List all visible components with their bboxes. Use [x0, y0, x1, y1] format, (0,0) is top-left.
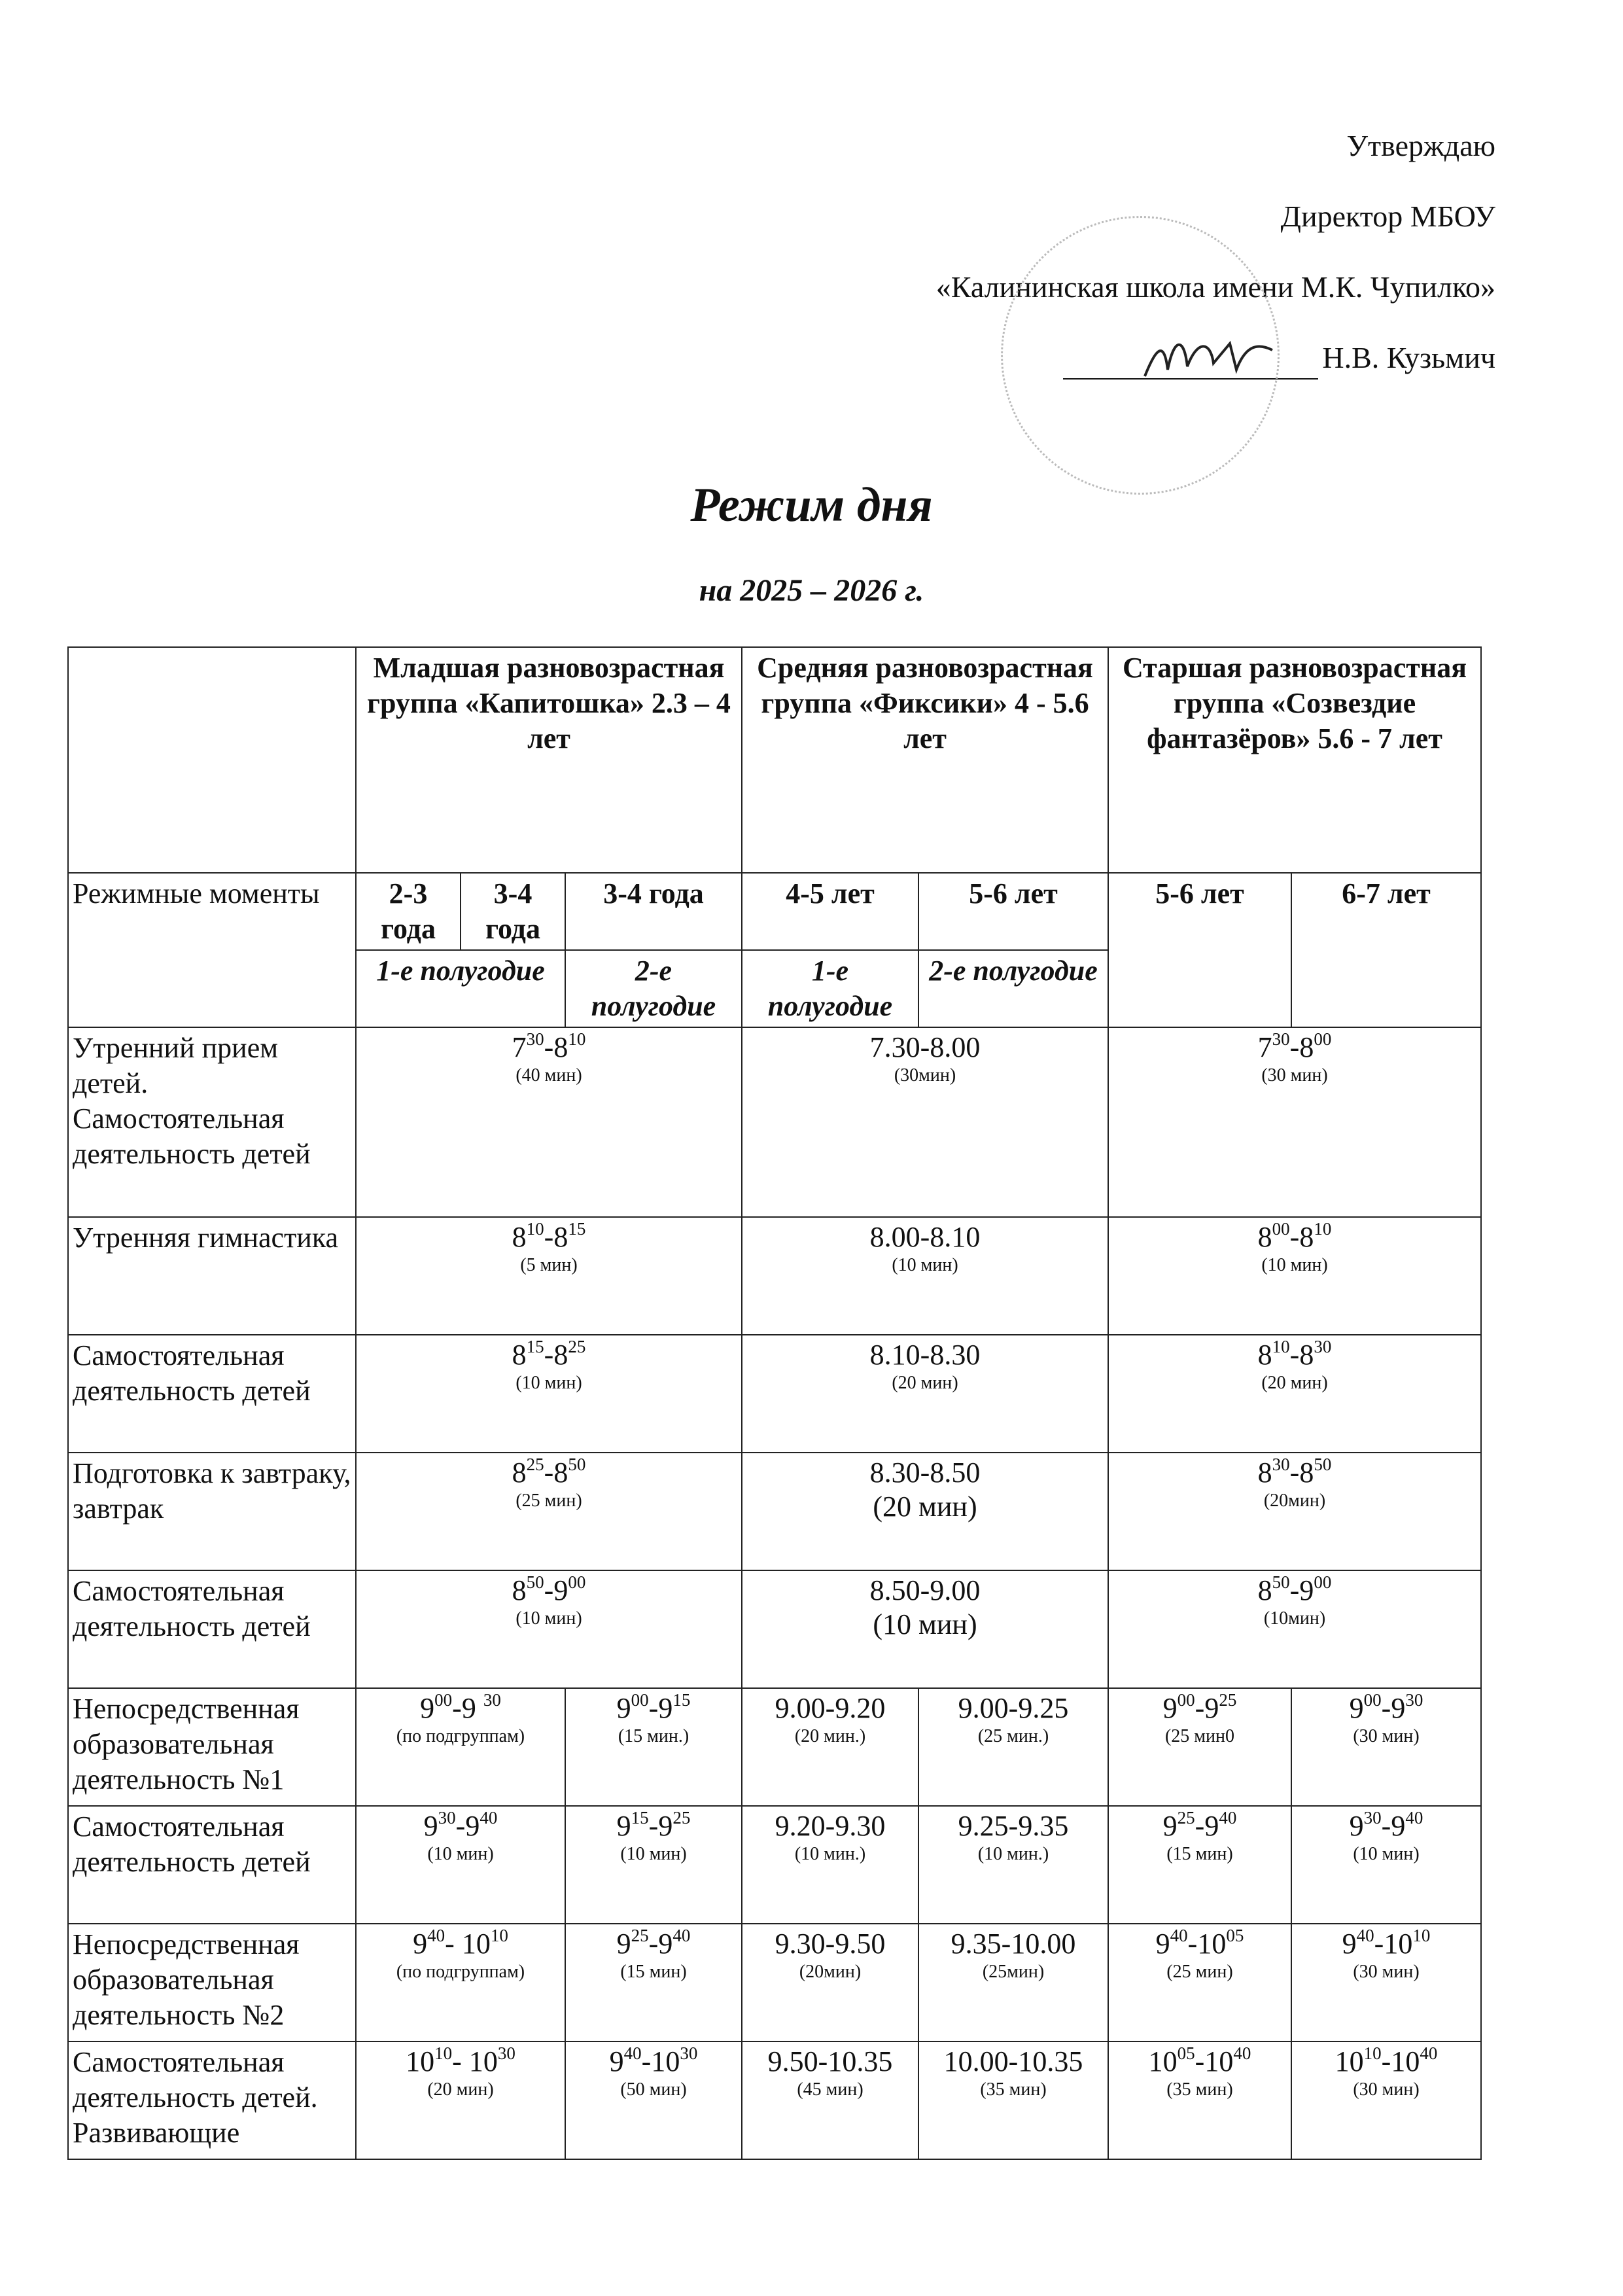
- time-minutes: 15: [672, 1690, 691, 1710]
- age-header-cell: 5-6 лет: [918, 873, 1108, 950]
- time-cell: [742, 2041, 918, 2159]
- time-hours: 9: [1349, 1692, 1364, 1724]
- time-cell: [1108, 1806, 1291, 1924]
- time-cell: [565, 1924, 742, 2041]
- time-hours: 9: [1162, 1692, 1178, 1724]
- time-range: 9.30-9.50: [775, 1928, 886, 1960]
- regime-moment-label: Самостоятельная деятельность детей: [68, 1570, 356, 1688]
- time-hours: 8: [512, 1574, 527, 1606]
- time-minutes: 00: [1363, 1690, 1382, 1710]
- duration-label: (5 мин): [520, 1255, 578, 1275]
- duration-label: (25мин): [982, 1962, 1045, 1982]
- time-hours: 9: [1155, 1928, 1170, 1960]
- time-hours: 9: [609, 2045, 624, 2077]
- schedule-row: [68, 1453, 1481, 1570]
- time-hours: 9: [1349, 1810, 1364, 1842]
- duration-label: (40 мин): [515, 1065, 582, 1086]
- time-cell: [742, 1335, 1108, 1453]
- time-minutes: 00: [1272, 1219, 1290, 1239]
- time-range: 9.00-9.20: [775, 1692, 886, 1724]
- time-hours: 10: [1384, 1928, 1413, 1960]
- time-hours: 8: [1257, 1339, 1272, 1371]
- schedule-row: [68, 1335, 1481, 1453]
- duration-label: (25 мин0: [1164, 1726, 1234, 1746]
- time-cell: [742, 1027, 1108, 1217]
- time-hours: 8: [512, 1221, 527, 1253]
- time-range: $9^{00}-9^{25}$: [1162, 1690, 1237, 1724]
- duration-label: (35 мин): [980, 2079, 1047, 2100]
- duration-label: (50 мин): [620, 2079, 687, 2100]
- time-range: $9^{40}-10^{05}$: [1155, 1926, 1244, 1960]
- time-hours: 8: [1257, 1221, 1272, 1253]
- age-header-cell: 3-4 года: [461, 873, 565, 950]
- regime-moment-label: Самостоятельная деятельность детей: [68, 1806, 356, 1924]
- time-hours: 8: [553, 1339, 568, 1371]
- schedule-row: [68, 1027, 1481, 1217]
- regime-moment-label: Утренний прием детей. Самостоятельная деятельность детей: [68, 1027, 356, 1217]
- time-range: $9^{40}-10^{10}$: [1342, 1926, 1431, 1960]
- duration-label: (10 мин): [515, 1608, 582, 1629]
- time-range: 8.30-8.50: [869, 1457, 981, 1489]
- time-cell: [742, 1924, 918, 2041]
- regime-moment-label: Непосредственная образовательная деятельность №1: [68, 1688, 356, 1806]
- time-hours: 7: [512, 1031, 527, 1063]
- time-hours: 10: [1391, 2045, 1420, 2077]
- time-minutes: 40: [427, 1926, 445, 1945]
- time-minutes: 40: [1233, 2043, 1251, 2063]
- duration-label: (20 мин): [892, 1373, 958, 1393]
- time-minutes: 10: [1363, 2043, 1382, 2063]
- duration-label: (30мин): [894, 1065, 956, 1086]
- time-cell: [356, 1453, 742, 1570]
- schedule-row: [68, 1924, 1481, 2041]
- time-minutes: 40: [623, 2043, 642, 2063]
- time-range: $8^{25}-8^{50}$: [512, 1455, 586, 1489]
- time-hours: 10: [1197, 1928, 1227, 1960]
- half-year-cell: 2-е полугодие: [565, 950, 742, 1027]
- duration-label: (20мин): [799, 1962, 862, 1982]
- time-minutes: 30: [1314, 1337, 1332, 1356]
- duration-label: (20 мин): [1261, 1373, 1328, 1393]
- time-range: 9.25-9.35: [958, 1810, 1069, 1842]
- duration-label: (25 мин): [515, 1491, 582, 1511]
- time-cell: [1108, 1570, 1481, 1688]
- time-hours: 8: [1257, 1574, 1272, 1606]
- time-range: $8^{50}-9^{00}$: [512, 1572, 586, 1606]
- time-cell: [565, 1806, 742, 1924]
- time-minutes: 50: [1314, 1455, 1332, 1474]
- time-range: 9.20-9.30: [775, 1810, 886, 1842]
- time-minutes: 40: [1219, 1808, 1237, 1828]
- time-cell: [356, 1027, 742, 1217]
- time-cell: [1291, 1924, 1481, 2041]
- time-cell: [742, 1570, 1108, 1688]
- time-range: 8.00-8.10: [869, 1221, 981, 1253]
- time-cell: [1291, 1806, 1481, 1924]
- time-cell: [356, 1335, 742, 1453]
- duration-label: (30 мин): [1261, 1065, 1328, 1086]
- time-minutes: 30: [1272, 1455, 1290, 1474]
- time-range: $9^{00}-9$ $^{30}$: [420, 1690, 501, 1724]
- time-cell: [356, 1570, 742, 1688]
- time-hours: 9: [1391, 1810, 1406, 1842]
- time-minutes: 50: [526, 1572, 544, 1592]
- time-minutes: 30: [497, 2043, 515, 2063]
- time-hours: 9: [553, 1574, 568, 1606]
- time-hours: 8: [1257, 1457, 1272, 1489]
- time-minutes: 15: [631, 1808, 649, 1828]
- age-header-cell: 5-6 лет: [1108, 873, 1291, 1027]
- time-cell: [918, 1924, 1108, 2041]
- duration-label: (10 мин): [1353, 1844, 1420, 1864]
- duration-label: (10 мин): [620, 1844, 687, 1864]
- duration-label: (15 мин): [620, 1962, 687, 1982]
- time-minutes: 30: [438, 1808, 456, 1828]
- time-hours: 9: [658, 1810, 673, 1842]
- time-minutes: 40: [1420, 2043, 1438, 2063]
- duration-label: (20 мин): [873, 1491, 977, 1523]
- time-hours: 10: [651, 2045, 680, 2077]
- duration-label: (15 мин): [1166, 1844, 1233, 1864]
- time-minutes: 10: [568, 1029, 586, 1049]
- time-range: $8^{15}-8^{25}$: [512, 1337, 586, 1371]
- time-cell: [1108, 1217, 1481, 1335]
- time-range: $9^{15}-9^{25}$: [616, 1808, 691, 1842]
- time-minutes: 00: [434, 1690, 453, 1710]
- time-cell: [742, 1806, 918, 1924]
- time-hours: 9: [413, 1928, 428, 1960]
- time-minutes: 00: [1177, 1690, 1195, 1710]
- time-hours: 10: [1204, 2045, 1234, 2077]
- time-hours: 8: [1299, 1457, 1314, 1489]
- time-range: $9^{40}-$ $10^{10}$: [413, 1926, 508, 1960]
- schedule-row: [68, 1570, 1481, 1688]
- time-minutes: 30: [1272, 1029, 1290, 1049]
- header-empty-cell: [68, 647, 356, 873]
- schedule-row: [68, 2041, 1481, 2159]
- time-hours: 9: [461, 1692, 483, 1724]
- duration-label: (10 мин): [873, 1608, 977, 1640]
- duration-label: (45 мин): [797, 2079, 864, 2100]
- time-range: 7.30-8.00: [869, 1031, 981, 1063]
- time-range: $7^{30}-8^{10}$: [512, 1029, 586, 1063]
- time-minutes: 25: [526, 1455, 544, 1474]
- regime-moment-label: Непосредственная образовательная деятельность №2: [68, 1924, 356, 2041]
- page-title: Режим дня: [690, 478, 933, 532]
- duration-label: (10 мин): [892, 1255, 958, 1275]
- group-header-junior: Младшая разновозрастная группа «Капитошка» 2.3 – 4 лет: [356, 647, 742, 873]
- time-minutes: 00: [1314, 1572, 1332, 1592]
- time-hours: 8: [512, 1457, 527, 1489]
- duration-label: (20 мин.): [794, 1726, 866, 1746]
- time-cell: [356, 2041, 565, 2159]
- time-minutes: 05: [1177, 2043, 1195, 2063]
- time-range: $8^{10}-8^{15}$: [512, 1219, 586, 1253]
- age-header-cell: 4-5 лет: [742, 873, 918, 950]
- time-range: $9^{25}-9^{40}$: [616, 1926, 691, 1960]
- duration-label: (10 мин): [427, 1844, 494, 1864]
- duration-label: (10 мин): [515, 1373, 582, 1393]
- time-range: 9.35-10.00: [951, 1928, 1076, 1960]
- duration-label: (20 мин): [427, 2079, 494, 2100]
- time-minutes: 10: [526, 1219, 544, 1239]
- time-cell: [356, 1924, 565, 2041]
- duration-label: (по подгруппам): [396, 1726, 525, 1746]
- time-minutes: 15: [568, 1219, 586, 1239]
- duration-label: (по подгруппам): [396, 1962, 525, 1982]
- time-hours: 9: [1391, 1692, 1406, 1724]
- duration-label: (25 мин): [1166, 1962, 1233, 1982]
- time-cell: [918, 1688, 1108, 1806]
- time-hours: 9: [658, 1928, 673, 1960]
- time-range: 10.00-10.35: [943, 2045, 1083, 2077]
- time-hours: 8: [553, 1031, 568, 1063]
- time-minutes: 25: [1219, 1690, 1237, 1710]
- time-cell: [565, 2041, 742, 2159]
- group-header-senior: Старшая разновозрастная группа «Созвездие фантазёров» 5.6 - 7 лет: [1108, 647, 1481, 873]
- duration-label: (20мин): [1263, 1491, 1326, 1511]
- time-minutes: 00: [631, 1690, 649, 1710]
- regime-moment-label: Самостоятельная деятельность детей. Развивающие: [68, 2041, 356, 2159]
- time-cell: [1108, 1027, 1481, 1217]
- schedule-row: [68, 1806, 1481, 1924]
- time-hours: 7: [1257, 1031, 1272, 1063]
- time-cell: [1108, 1924, 1291, 2041]
- time-hours: 8: [1299, 1339, 1314, 1371]
- age-header-cell: 6-7 лет: [1291, 873, 1481, 1027]
- time-minutes: 30: [680, 2043, 698, 2063]
- time-cell: [356, 1217, 742, 1335]
- time-cell: [1108, 1335, 1481, 1453]
- time-hours: 8: [1299, 1031, 1314, 1063]
- time-hours: 9: [1299, 1574, 1314, 1606]
- duration-label: (30 мин): [1353, 1726, 1420, 1746]
- time-range: $7^{30}-8^{00}$: [1257, 1029, 1332, 1063]
- age-header-row: [68, 873, 1481, 950]
- time-minutes: 50: [568, 1455, 586, 1474]
- duration-label: (30 мин): [1353, 2079, 1420, 2100]
- time-cell: [356, 1806, 565, 1924]
- time-range: $8^{30}-8^{50}$: [1257, 1455, 1332, 1489]
- age-header-cell: 3-4 года: [565, 873, 742, 950]
- approval-organization: «Калининская школа имени М.К. Чупилко»: [935, 270, 1495, 304]
- time-hours: 9: [1204, 1692, 1219, 1724]
- time-hours: 9: [423, 1810, 438, 1842]
- time-cell: [742, 1217, 1108, 1335]
- time-hours: 9: [1204, 1810, 1219, 1842]
- time-range: 9.50-10.35: [767, 2045, 893, 2077]
- time-cell: [565, 1688, 742, 1806]
- time-minutes: 40: [1170, 1926, 1188, 1945]
- duration-label: (10 мин.): [794, 1844, 866, 1864]
- time-hours: 8: [553, 1457, 568, 1489]
- time-range: $8^{10}-8^{30}$: [1257, 1337, 1332, 1371]
- moments-label: Режимные моменты: [68, 873, 356, 1027]
- time-hours: 10: [1335, 2045, 1364, 2077]
- time-range: 8.50-9.00: [869, 1574, 981, 1606]
- schedule-row: [68, 1688, 1481, 1806]
- time-hours: 10: [1148, 2045, 1178, 2077]
- time-cell: [1291, 2041, 1481, 2159]
- time-hours: 10: [454, 1928, 491, 1960]
- time-cell: [918, 2041, 1108, 2159]
- time-cell: [1108, 1453, 1481, 1570]
- schedule-table: [67, 646, 1482, 2160]
- time-hours: 9: [616, 1928, 631, 1960]
- duration-label: (30 мин): [1353, 1962, 1420, 1982]
- time-minutes: 15: [526, 1337, 544, 1356]
- regime-moment-label: Самостоятельная деятельность детей: [68, 1335, 356, 1453]
- group-header-middle: Средняя разновозрастная группа «Фиксики» 4 - 5.6 лет: [742, 647, 1108, 873]
- time-hours: 9: [616, 1692, 631, 1724]
- time-minutes: 25: [1177, 1808, 1195, 1828]
- time-minutes: 30: [526, 1029, 544, 1049]
- time-minutes: 10: [1272, 1337, 1290, 1356]
- time-cell: [356, 1688, 565, 1806]
- time-minutes: 10: [1412, 1926, 1431, 1945]
- duration-label: (15 мин.): [618, 1726, 689, 1746]
- time-hours: 8: [1299, 1221, 1314, 1253]
- time-cell: [1108, 2041, 1291, 2159]
- regime-moment-label: Утренняя гимнастика: [68, 1217, 356, 1335]
- regime-moment-label: Подготовка к завтраку, завтрак: [68, 1453, 356, 1570]
- time-hours: 9: [1342, 1928, 1357, 1960]
- time-hours: 9: [420, 1692, 435, 1724]
- duration-label: (25 мин.): [977, 1726, 1049, 1746]
- time-minutes: 00: [568, 1572, 586, 1592]
- approval-signer: Н.В. Кузьмич: [1322, 341, 1495, 374]
- schedule-row: [68, 1217, 1481, 1335]
- time-minutes: 40: [672, 1926, 691, 1945]
- time-minutes: 00: [1314, 1029, 1332, 1049]
- time-range: $9^{00}-9^{30}$: [1349, 1690, 1423, 1724]
- time-minutes: 05: [1226, 1926, 1244, 1945]
- page-subtitle: на 2025 – 2026 г.: [699, 573, 924, 608]
- time-minutes: 40: [480, 1808, 498, 1828]
- time-hours: 10: [406, 2045, 435, 2077]
- time-cell: [1108, 1688, 1291, 1806]
- time-hours: 9: [465, 1810, 480, 1842]
- time-hours: 8: [512, 1339, 527, 1371]
- time-minutes: 30: [1405, 1690, 1423, 1710]
- time-hours: 9: [616, 1810, 631, 1842]
- time-hours: 9: [1162, 1810, 1178, 1842]
- duration-label: (35 мин): [1166, 2079, 1233, 2100]
- age-header-cell: 2-3 года: [356, 873, 461, 950]
- time-range: $10^{05}-10^{40}$: [1148, 2043, 1251, 2077]
- time-cell: [742, 1453, 1108, 1570]
- time-range: 9.00-9.25: [958, 1692, 1069, 1724]
- time-minutes: 25: [631, 1926, 649, 1945]
- time-range: $10^{10}-$ $10^{30}$: [406, 2043, 515, 2077]
- group-header-row: [68, 647, 1481, 873]
- handwritten-signature: [1138, 330, 1282, 389]
- time-hours: 9: [658, 1692, 673, 1724]
- time-minutes: 40: [1405, 1808, 1423, 1828]
- time-minutes: 25: [672, 1808, 691, 1828]
- time-range: 8.10-8.30: [869, 1339, 981, 1371]
- approval-heading: Утверждаю: [1346, 129, 1495, 162]
- time-range: $8^{50}-9^{00}$: [1257, 1572, 1332, 1606]
- time-minutes: 40: [1356, 1926, 1374, 1945]
- time-cell: [742, 1688, 918, 1806]
- time-cell: [1291, 1688, 1481, 1806]
- duration-label: (10мин): [1263, 1608, 1326, 1629]
- time-minutes: 25: [568, 1337, 586, 1356]
- duration-label: (10 мин.): [977, 1844, 1049, 1864]
- time-range: $8^{00}-8^{10}$: [1257, 1219, 1332, 1253]
- time-range: $9^{30}-9^{40}$: [423, 1808, 498, 1842]
- time-minutes: 30: [483, 1690, 501, 1710]
- half-year-cell: 1-е полугодие: [356, 950, 565, 1027]
- time-minutes: 10: [490, 1926, 508, 1945]
- time-minutes: 10: [434, 2043, 453, 2063]
- half-year-cell: 1-е полугодие: [742, 950, 918, 1027]
- half-year-cell: 2-е полугодие: [918, 950, 1108, 1027]
- time-range: $9^{25}-9^{40}$: [1162, 1808, 1237, 1842]
- duration-label: (10 мин): [1261, 1255, 1328, 1275]
- time-hours: 10: [461, 2045, 498, 2077]
- time-minutes: 10: [1314, 1219, 1332, 1239]
- time-range: $9^{00}-9^{15}$: [616, 1690, 691, 1724]
- time-minutes: 30: [1363, 1808, 1382, 1828]
- time-hours: 8: [553, 1221, 568, 1253]
- time-cell: [918, 1806, 1108, 1924]
- time-range: $10^{10}-10^{40}$: [1335, 2043, 1438, 2077]
- time-range: $9^{30}-9^{40}$: [1349, 1808, 1423, 1842]
- time-range: $9^{40}-10^{30}$: [609, 2043, 698, 2077]
- approval-position: Директор МБОУ: [1280, 200, 1495, 233]
- time-minutes: 50: [1272, 1572, 1290, 1592]
